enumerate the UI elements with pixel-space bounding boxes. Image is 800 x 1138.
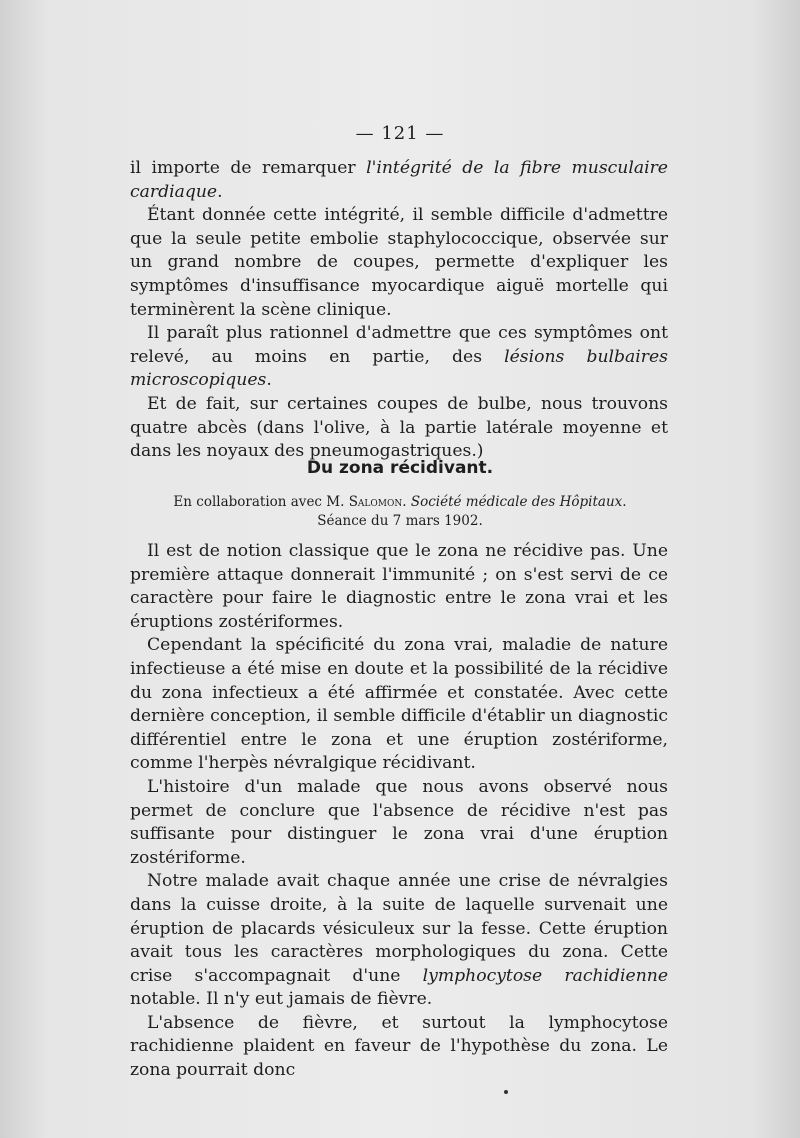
text-run: . bbox=[622, 494, 627, 510]
page-number: — 121 — bbox=[355, 123, 445, 144]
collaboration-line bbox=[0, 493, 800, 512]
text-run: notable. Il n'y eut jamais de fièvre. bbox=[130, 989, 433, 1010]
bottom-text-block bbox=[130, 540, 668, 1083]
top-text-block bbox=[130, 157, 668, 464]
text-run: il importe de remarquer bbox=[130, 158, 367, 178]
paragraph: Il est de notion classique que le zona ne récidive pas. Une première attaque donnerait l'immunité ; on s'est servi de ce caractère pour faire le diagnostic entre le zona vrai et les éruptions zostériformes. bbox=[130, 541, 668, 632]
text-run: . bbox=[217, 181, 223, 202]
italic-text: lésions bulbaires microscopiques bbox=[130, 346, 668, 391]
paragraph: L'absence de fièvre, et surtout la lymphocytose rachidienne plaident en faveur de l'hypothèse du zona. Le zona pourrait donc bbox=[130, 1012, 668, 1081]
paragraph bbox=[130, 322, 668, 393]
paragraph: Cependant la spécificité du zona vrai, maladie de nature infectieuse a été mise en doute et la possibilité de la récidive du zona infectieux a été affirmée et constatée. Avec cette dernière conception, il semble difficile d'établir un diagnostic différentiel entre le zona et une éruption zostériforme, comme l'herpès névralgique récidivant. bbox=[130, 635, 668, 774]
italic-text: l'intégrité de la fibre musculaire cardiaque bbox=[130, 158, 668, 202]
author-name: Salomon bbox=[348, 494, 403, 510]
society-name: Société médicale des Hôpitaux bbox=[410, 494, 623, 510]
text-run: Il paraît plus rationnel d'admettre que ces symptômes ont relevé, au moins en partie, des bbox=[130, 323, 668, 367]
paragraph: Et de fait, sur certaines coupes de bulbe, nous trouvons quatre abcès (dans l'olive, à la partie latérale moyenne et dans les noyaux des pneumogastriques.) bbox=[130, 393, 668, 462]
paragraph bbox=[130, 157, 668, 204]
paragraph bbox=[130, 870, 668, 1012]
section-heading: Du zona récidivant. bbox=[306, 458, 494, 478]
text-run: . bbox=[266, 370, 272, 391]
text-run: En collaboration avec M. bbox=[173, 494, 349, 510]
paragraph: L'histoire d'un malade que nous avons observé nous permet de conclure que l'absence de récidive n'est pas suffisante pour distinguer le zona vrai d'une éruption zostériforme. bbox=[130, 776, 668, 868]
paragraph: Étant donnée cette intégrité, il semble difficile d'admettre que la seule petite embolie staphylococcique, observée sur un grand nombre de coupes, permette d'expliquer les symptômes d'insuffisance myocardique aiguë mortelle qui terminèrent la scène clinique. bbox=[130, 205, 668, 320]
seance-date: Séance du 7 mars 1902. bbox=[317, 513, 483, 529]
ink-speck bbox=[504, 1090, 508, 1094]
text-run: Notre malade avait chaque année une crise de névralgies dans la cuisse droite, à la suite de laquelle survenait une éruption de placards vésiculeux sur la fesse. Cette éruption avait tous les caractères morphologiques du zona. Cette crise s'accompagnait d'une bbox=[130, 871, 668, 986]
collaboration-note bbox=[0, 493, 800, 531]
text-run: . bbox=[402, 494, 411, 510]
italic-text: lymphocytose rachidienne bbox=[422, 965, 669, 986]
